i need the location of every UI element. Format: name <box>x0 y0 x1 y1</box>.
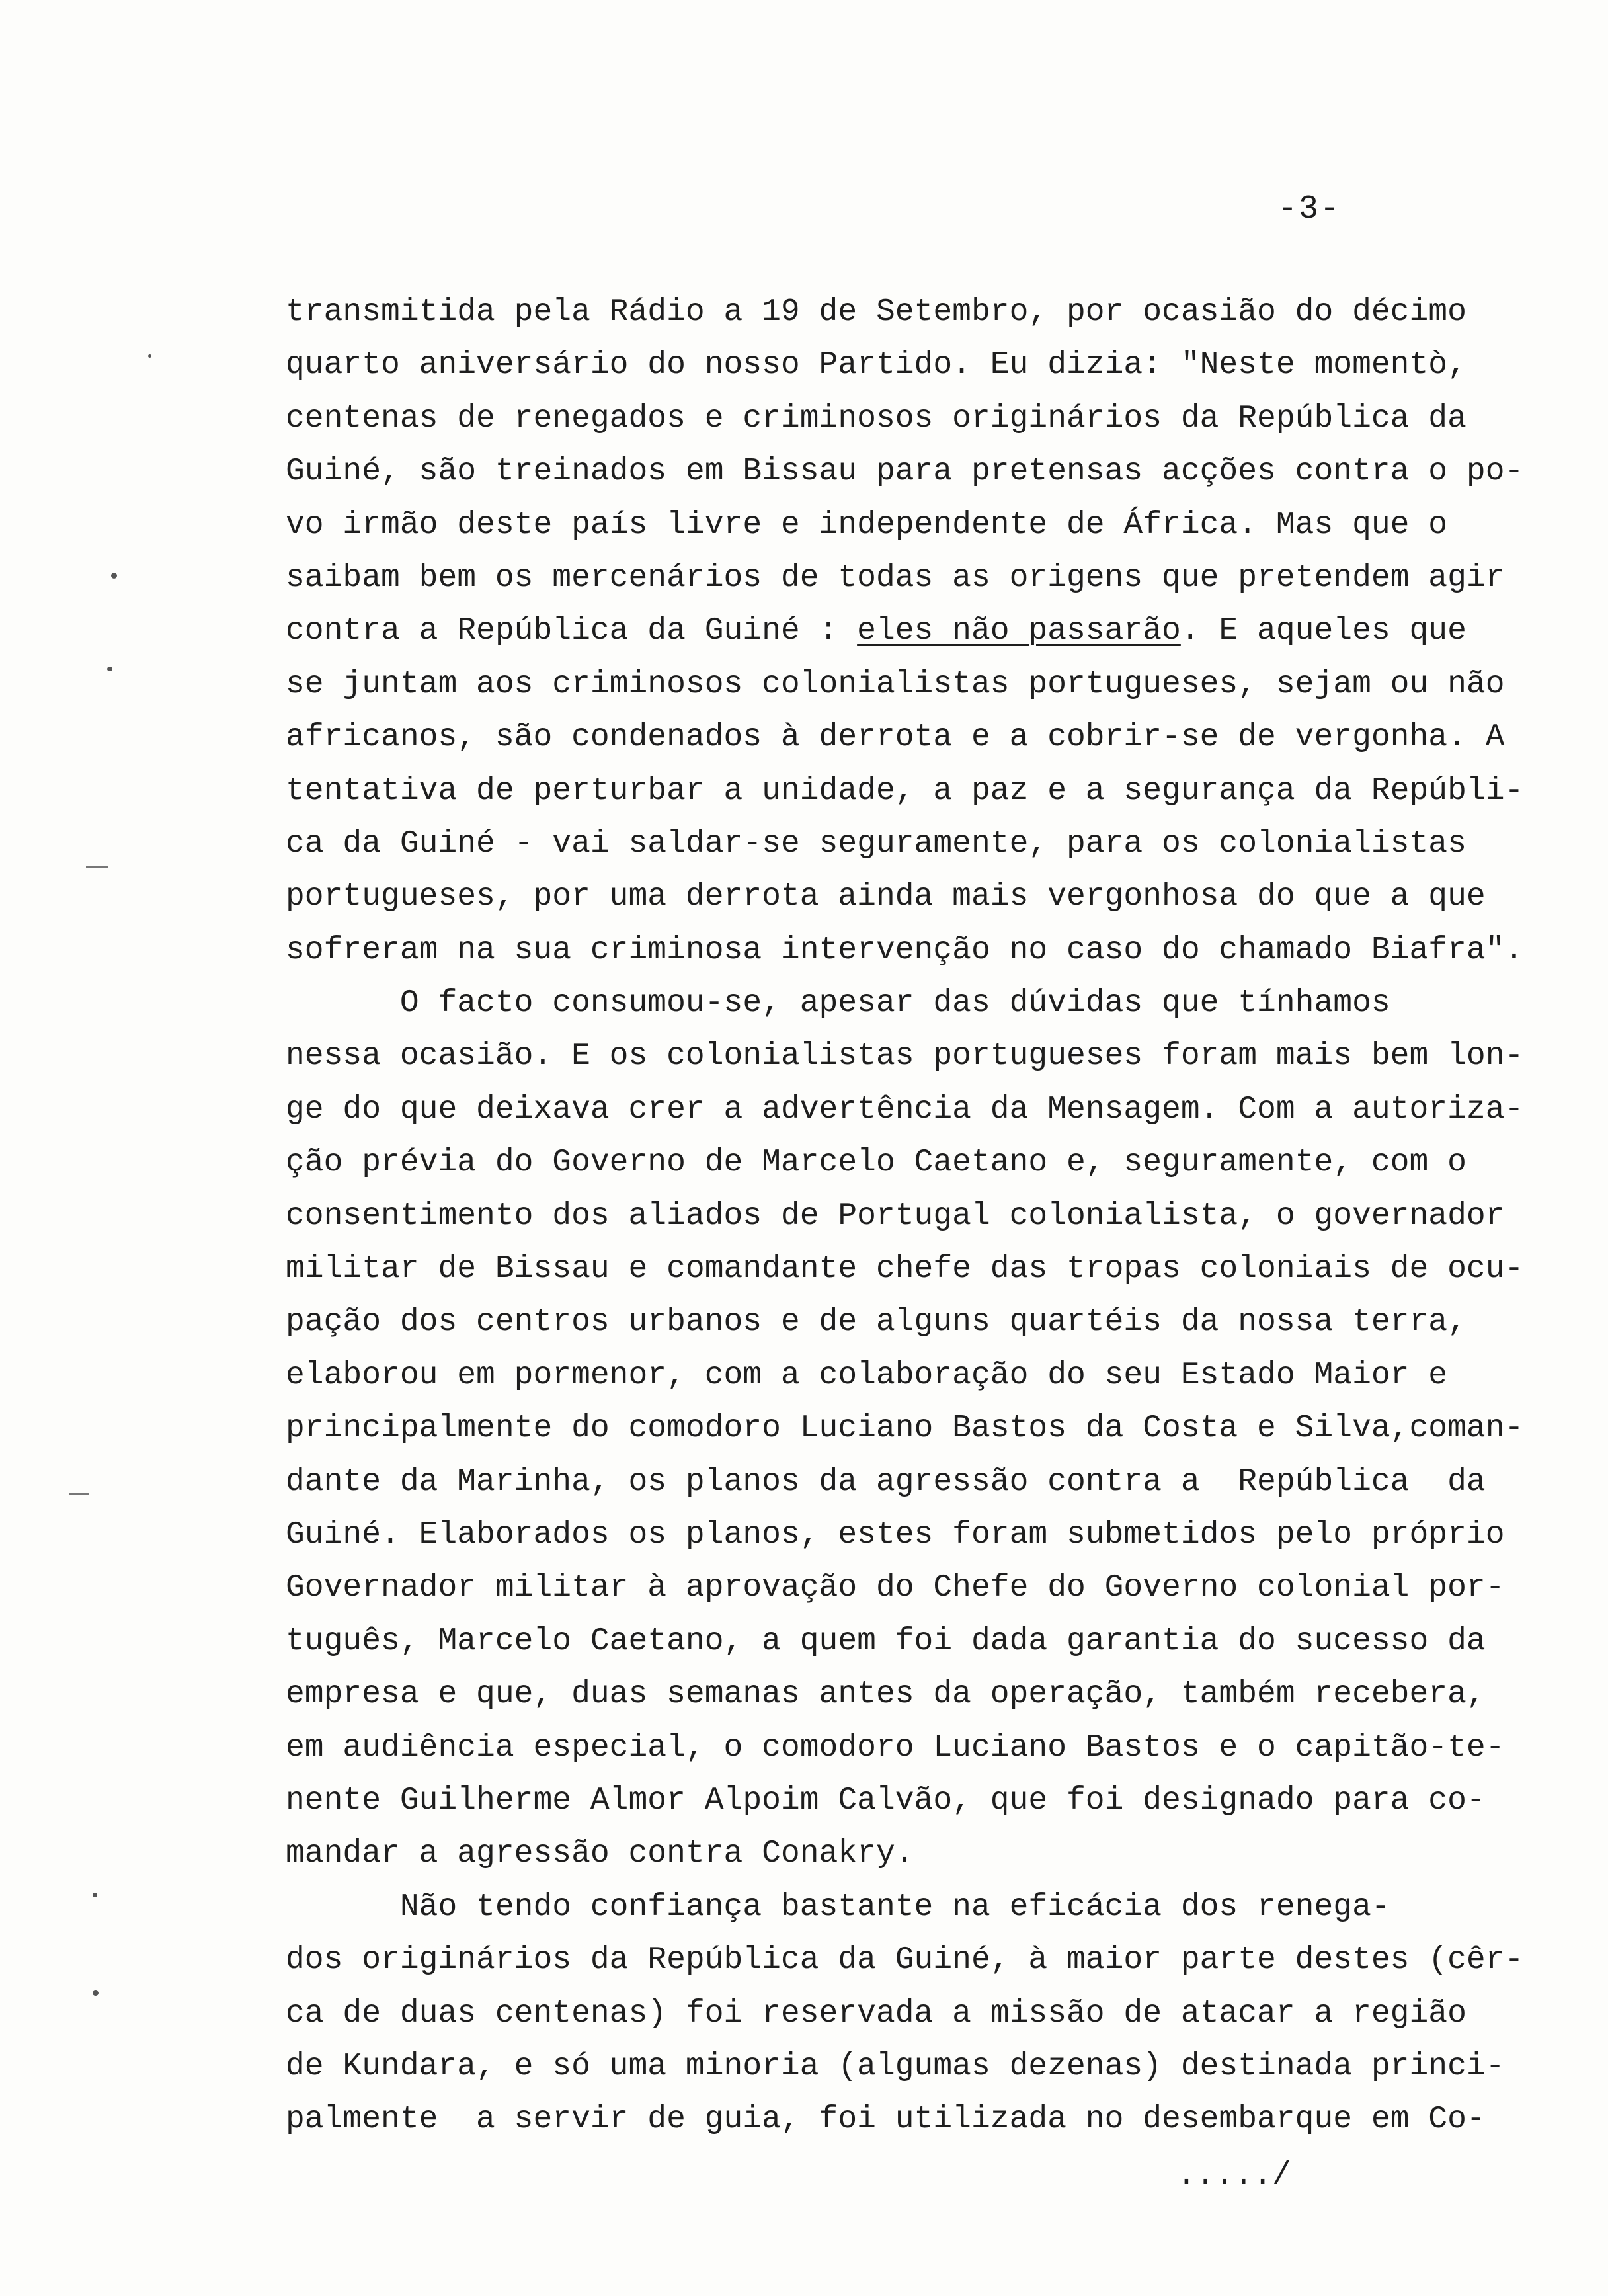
scan-speck <box>111 573 117 579</box>
text-line: dos originários da República da Guiné, à maior parte destes (cêr- <box>286 1942 1524 1979</box>
underlined-phrase: eles não passarão <box>857 613 1181 649</box>
text-line: Guiné, são treinados em Bissau para pretensas acções contra o po- <box>286 454 1524 490</box>
text-line: tentativa de perturbar a unidade, a paz e a segurança da Repúbli- <box>286 772 1524 809</box>
text-line: sofreram na sua criminosa intervenção no caso do chamado Biafra". <box>286 932 1524 968</box>
text-line: mandar a agressão contra Conakry. <box>286 1836 914 1872</box>
text-line: portugueses, por uma derrota ainda mais vergonhosa do que a que <box>286 879 1486 915</box>
text-line: tuguês, Marcelo Caetano, a quem foi dada garantia do sucesso da <box>286 1623 1486 1659</box>
text-line: em audiência especial, o comodoro Luciano Bastos e o capitão-te- <box>286 1729 1505 1766</box>
scan-speck <box>93 1893 97 1897</box>
text-line: vo irmão deste país livre e independente de África. Mas que o <box>286 507 1448 543</box>
text-line: africanos, são condenados à derrota e a cobrir-se de vergonha. A <box>286 719 1505 756</box>
continuation-mark: ...../ <box>1177 2158 1291 2194</box>
text-line: palmente a servir de guia, foi utilizada no desembarque em Co- <box>286 2102 1486 2138</box>
scan-dash <box>69 1493 89 1495</box>
text-line: principalmente do comodoro Luciano Bastos da Costa e Silva,coman- <box>286 1411 1524 1447</box>
text-line: transmitida pela Rádio a 19 de Setembro, por ocasião do décimo <box>286 294 1467 330</box>
text-line: se juntam aos criminosos colonialistas portugueses, sejam ou não <box>286 666 1505 702</box>
text-line: centenas de renegados e criminosos originários da República da <box>286 400 1467 436</box>
text-line: Não tendo confiança bastante na eficácia dos renega- <box>286 1889 1390 1925</box>
scan-speck <box>107 667 112 671</box>
text-line: empresa e que, duas semanas antes da operação, também recebera, <box>286 1676 1486 1713</box>
text-line: pação dos centros urbanos e de alguns quartéis da nossa terra, <box>286 1304 1467 1340</box>
text-segment: contra a República da Guiné : <box>286 613 858 649</box>
text-line: ca da Guiné - vai saldar-se seguramente, para os colonialistas <box>286 825 1467 862</box>
text-line: nessa ocasião. E os colonialistas portugueses foram mais bem lon- <box>286 1038 1524 1075</box>
scan-dash <box>86 866 108 868</box>
text-line: de Kundara, e só uma minoria (algumas dezenas) destinada princi- <box>286 2048 1505 2084</box>
text-line: ca de duas centenas) foi reservada a missão de atacar a região <box>286 1995 1467 2031</box>
text-line: militar de Bissau e comandante chefe das tropas coloniais de ocu- <box>286 1251 1524 1288</box>
text-line: O facto consumou-se, apesar das dúvidas que tínhamos <box>286 985 1390 1022</box>
text-line-with-underline <box>286 604 1555 657</box>
text-segment: . E aqueles que <box>1180 613 1467 649</box>
text-line: nente Guilherme Almor Alpoim Calvão, que foi designado para co- <box>286 1782 1486 1819</box>
text-line: ção prévia do Governo de Marcelo Caetano e, seguramente, com o <box>286 1145 1467 1181</box>
page-number: -3- <box>1277 190 1342 228</box>
scan-speck <box>93 1990 99 1996</box>
text-line: quarto aniversário do nosso Partido. Eu dizia: "Neste momentò, <box>286 347 1467 384</box>
scan-speck <box>148 354 151 358</box>
text-line: ge do que deixava crer a advertência da Mensagem. Com a autoriza- <box>286 1091 1524 1128</box>
text-line: consentimento dos aliados de Portugal colonialista, o governador <box>286 1198 1505 1234</box>
text-line: Guiné. Elaborados os planos, estes foram submetidos pelo próprio <box>286 1516 1505 1553</box>
text-line: elaborou em pormenor, com a colaboração do seu Estado Maior e <box>286 1357 1448 1393</box>
body-text <box>286 286 1555 2147</box>
text-line: Governador militar à aprovação do Chefe do Governo colonial por- <box>286 1570 1505 1606</box>
text-line: saibam bem os mercenários de todas as origens que pretendem agir <box>286 559 1505 596</box>
text-line: dante da Marinha, os planos da agressão contra a República da <box>286 1463 1486 1500</box>
